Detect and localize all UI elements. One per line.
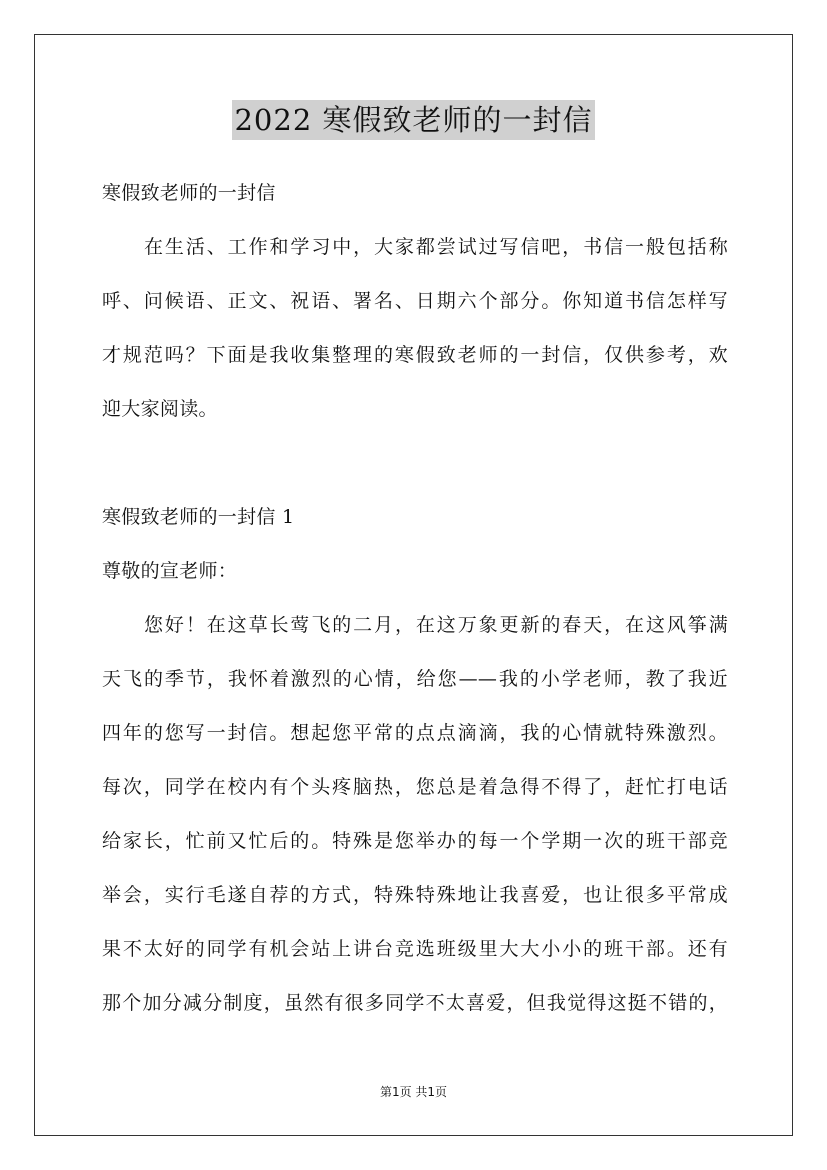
document-title: 2022 寒假致老师的一封信 (232, 100, 594, 140)
letter-line-3: 四年的您写一封信。想起您平常的点点滴滴，我的心情就特殊激烈。 (102, 722, 728, 744)
section-heading: 寒假致老师的一封信 1 (102, 506, 295, 528)
intro-line-4: 迎大家阅读。 (102, 398, 218, 420)
page-footer: 第1页 共1页 (379, 1085, 448, 1099)
intro-line-3: 才规范吗？下面是我收集整理的寒假致老师的一封信，仅供参考，欢 (102, 344, 728, 366)
letter-line-8: 那个加分减分制度，虽然有很多同学不太喜爱，但我觉得这挺不错的， (102, 992, 728, 1014)
paragraph-gap (102, 436, 728, 490)
intro-line-1: 在生活、工作和学习中，大家都尝试过写信吧，书信一般包括称 (144, 236, 728, 258)
salutation-line: 尊敬的宣老师： (102, 560, 238, 582)
letter-line-7: 果不太好的同学有机会站上讲台竞选班级里大大小小的班干部。还有 (102, 938, 728, 960)
letter-line-6: 举会，实行毛遂自荐的方式，特殊特殊地让我喜爱，也让很多平常成 (102, 884, 728, 906)
letter-line-2: 天飞的季节，我怀着激烈的心情，给您——我的小学老师，教了我近 (102, 668, 728, 690)
letter-line-1: 您好！在这草长莺飞的二月，在这万象更新的春天，在这风筝满 (144, 614, 728, 636)
document-body (102, 166, 728, 1030)
letter-line-5: 给家长，忙前又忙后的。特殊是您举办的每一个学期一次的班干部竞 (102, 830, 728, 852)
letter-line-4: 每次，同学在校内有个头疼脑热，您总是着急得不得了，赶忙打电话 (102, 776, 728, 798)
title-container (0, 100, 827, 140)
intro-line-2: 呼、问候语、正文、祝语、署名、日期六个部分。你知道书信怎样写 (102, 290, 728, 312)
subtitle-line: 寒假致老师的一封信 (102, 182, 276, 204)
